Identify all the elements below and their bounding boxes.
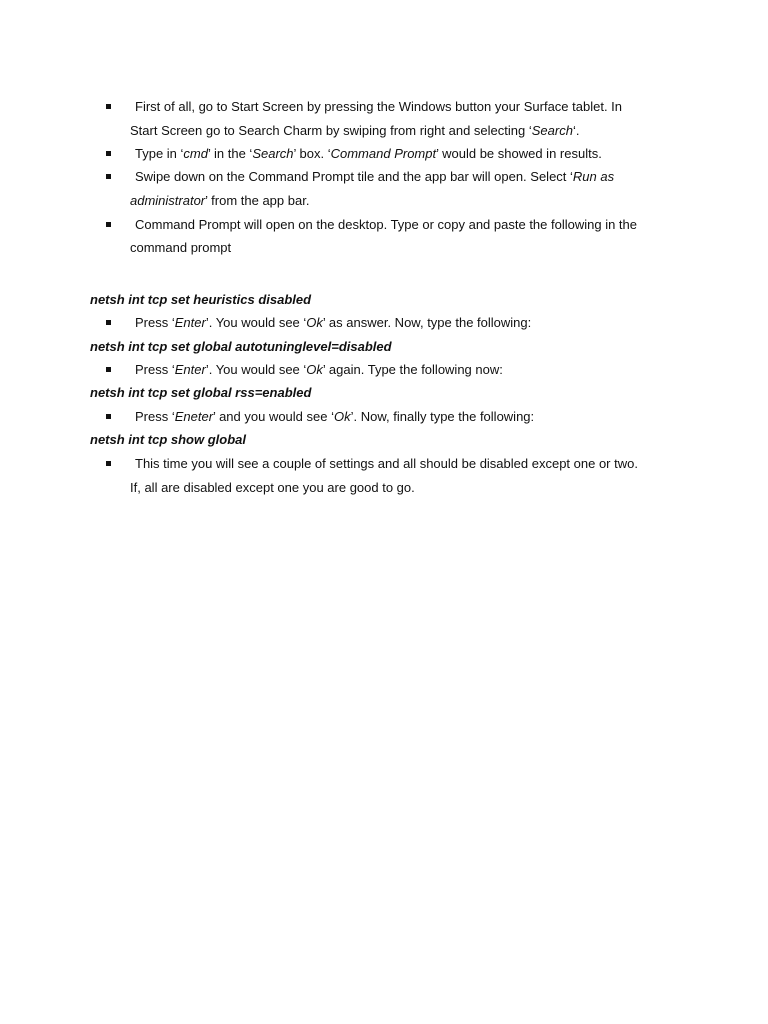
bullet-marker <box>106 142 116 165</box>
bullet-marker <box>106 165 116 188</box>
followup-1-line <box>0 311 768 334</box>
step-2-line <box>0 142 768 165</box>
step-2-text: Type in ‘cmd’ in the ‘Search’ box. ‘Command Prompt’ would be showed in results. <box>135 146 602 161</box>
bullet-marker <box>106 213 116 236</box>
command-3: netsh int tcp set global rss=enabled <box>90 385 312 400</box>
step-1-text-cont: Start Screen go to Search Charm by swiping from right and selecting ‘Search‘. <box>130 123 580 138</box>
final-note-text: This time you will see a couple of settings and all should be disabled except one or two. <box>135 456 638 471</box>
step-3-text: Swipe down on the Command Prompt tile and the app bar will open. Select ‘Run as <box>135 169 615 184</box>
step-1-line-2 <box>0 119 768 142</box>
followup-2-text: Press ‘Enter’. You would see ‘Ok’ again. Type the following now: <box>135 362 503 377</box>
command-1: netsh int tcp set heuristics disabled <box>90 292 312 307</box>
followup-1-text: Press ‘Enter’. You would see ‘Ok’ as answer. Now, type the following: <box>135 315 532 330</box>
step-3-line-2 <box>0 189 768 212</box>
bullet-marker <box>106 405 116 428</box>
step-3-text-cont: administrator’ from the app bar. <box>130 193 310 208</box>
command-2: netsh int tcp set global autotuninglevel=disabled <box>90 339 392 354</box>
bullet-marker <box>106 311 116 334</box>
bullet-marker <box>106 358 116 381</box>
step-3-line-1 <box>0 165 768 188</box>
followup-3-text: Press ‘Eneter’ and you would see ‘Ok’. Now, finally type the following: <box>135 409 535 424</box>
step-1-text: First of all, go to Start Screen by pressing the Windows button your Surface tablet. In <box>135 99 623 114</box>
bullet-marker <box>106 95 116 118</box>
step-4-line-1 <box>0 213 768 236</box>
step-4-text: Command Prompt will open on the desktop. Type or copy and paste the following in the <box>135 217 637 232</box>
final-note-line-1 <box>0 452 768 475</box>
step-4-line-2 <box>0 236 768 259</box>
followup-3-line <box>0 405 768 428</box>
bullet-marker <box>106 452 116 475</box>
command-4: netsh int tcp show global <box>90 432 246 447</box>
followup-2-line <box>0 358 768 381</box>
final-note-line-2 <box>0 476 768 499</box>
final-note-text-cont: If, all are disabled except one you are good to go. <box>130 480 415 495</box>
step-4-text-cont: command prompt <box>130 240 232 255</box>
step-1-line-1 <box>0 95 768 118</box>
